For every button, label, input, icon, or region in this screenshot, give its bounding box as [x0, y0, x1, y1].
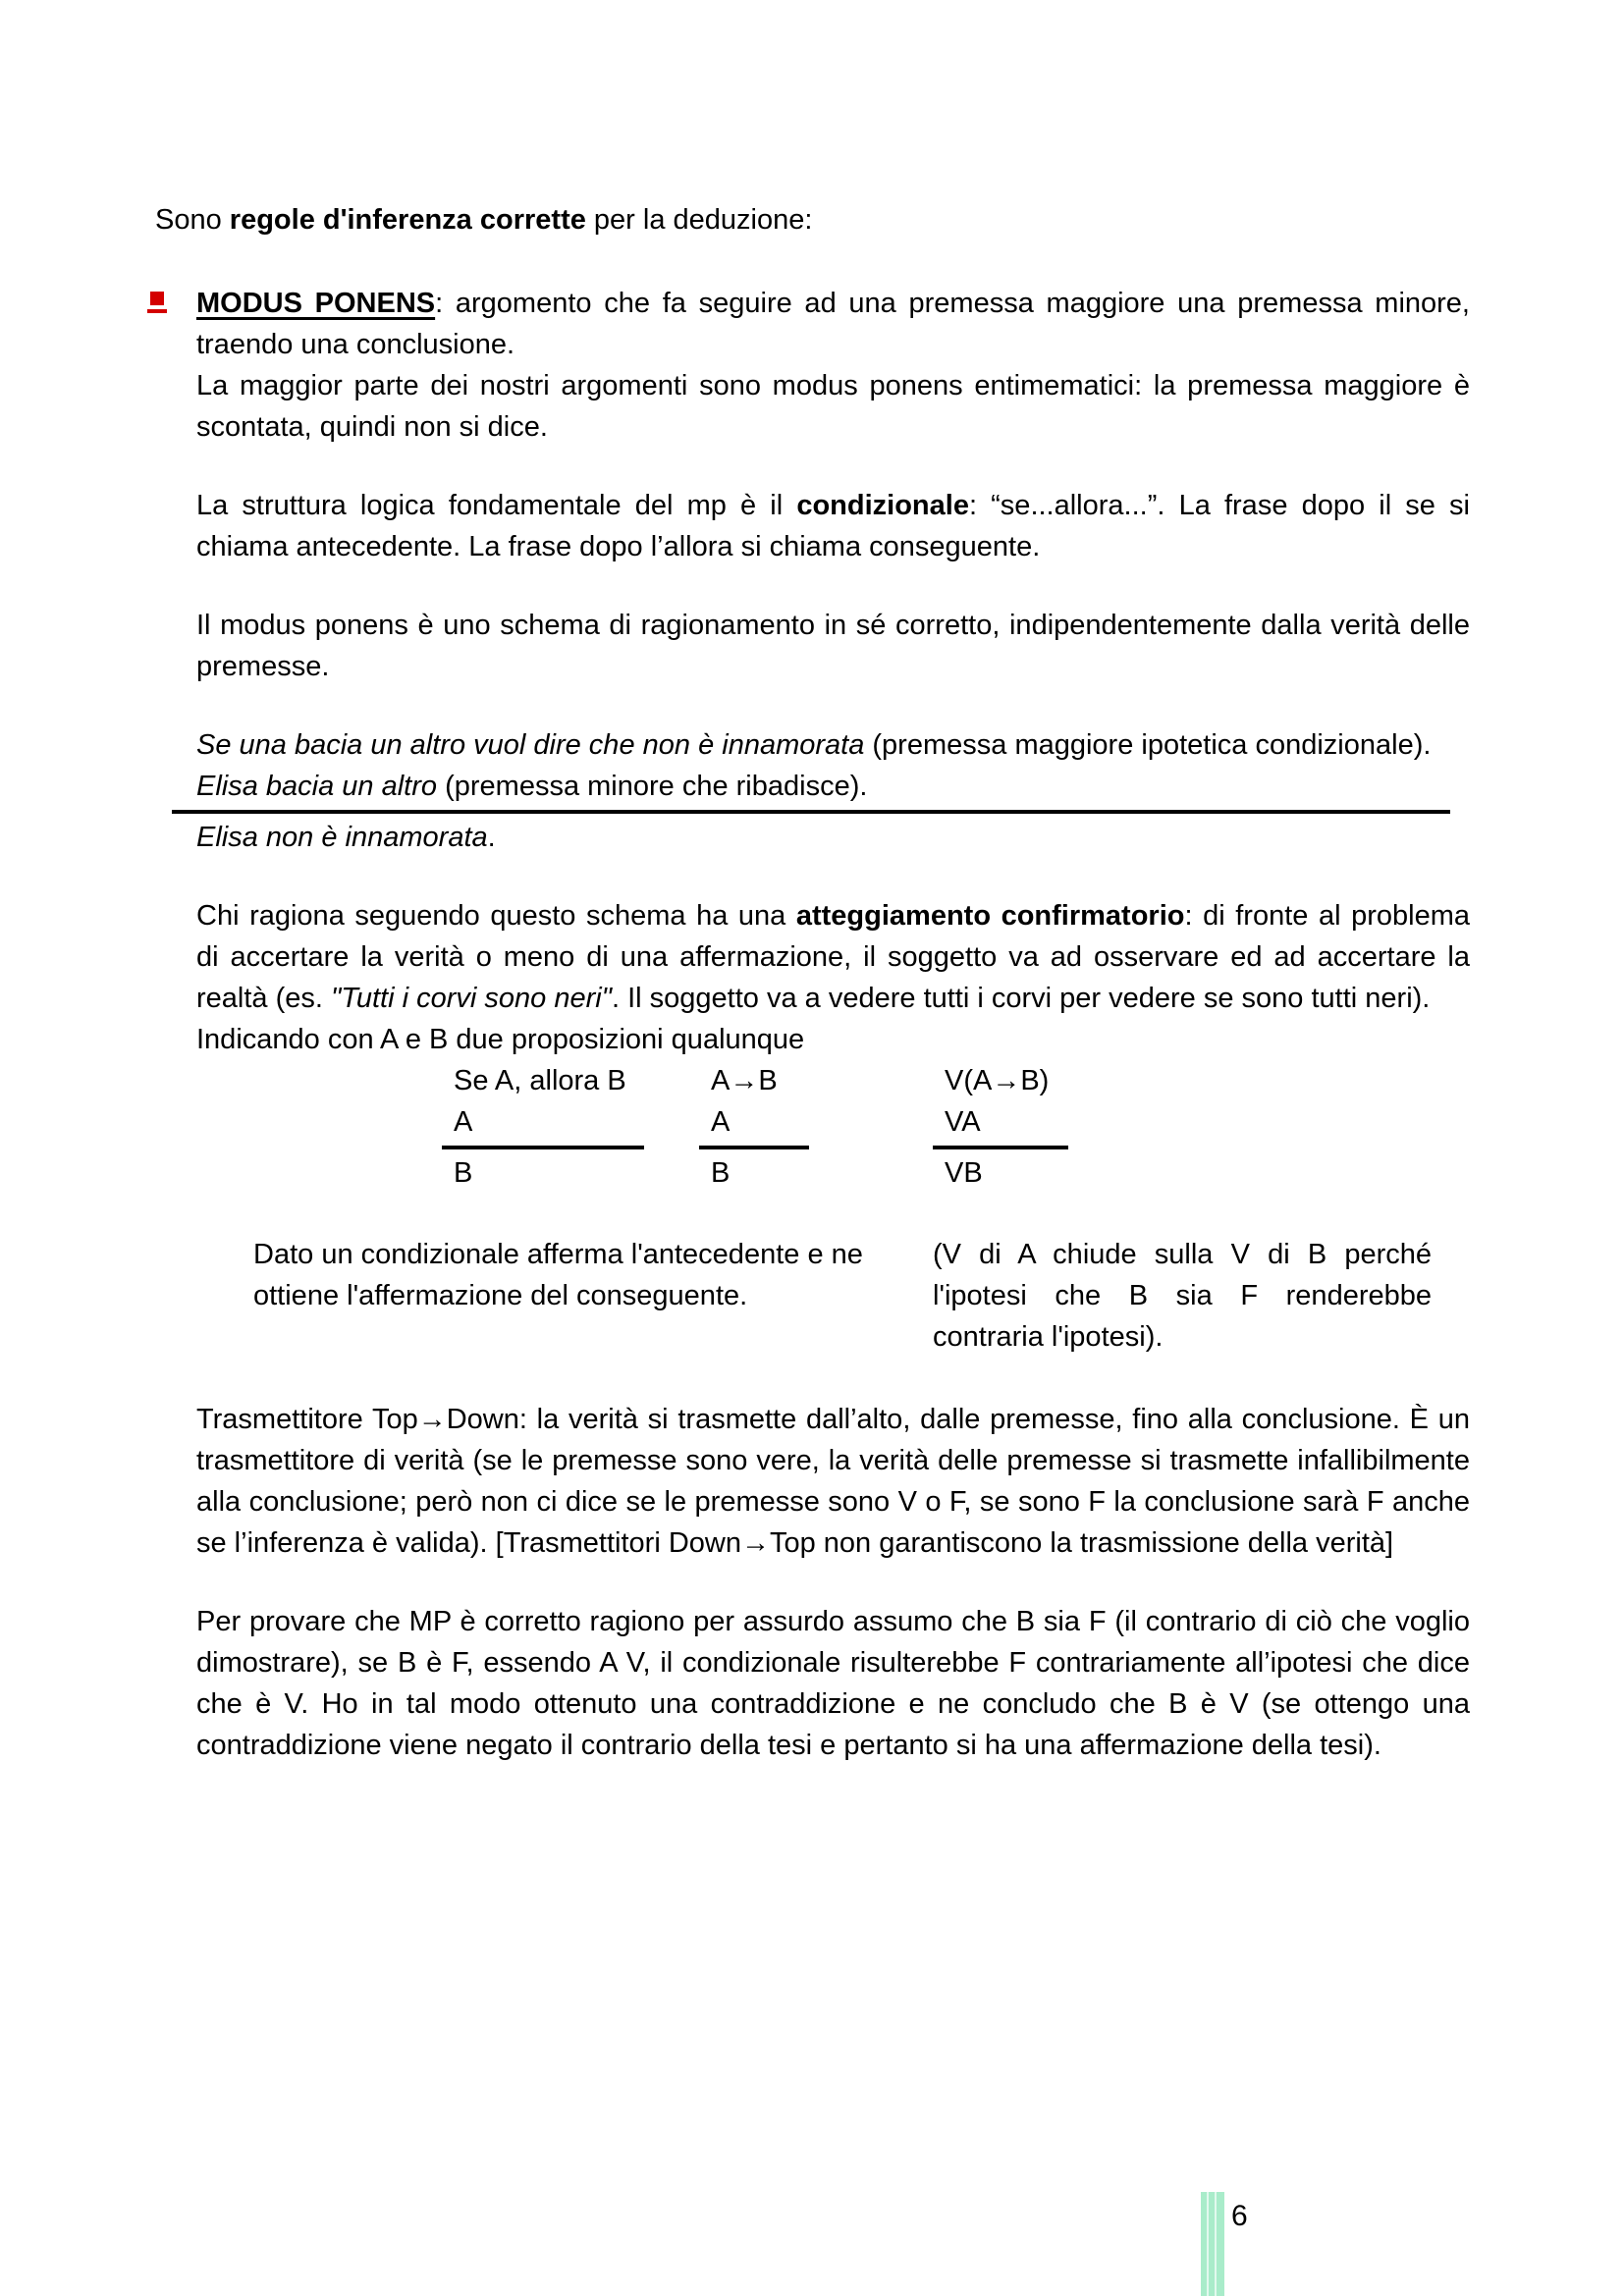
schema-head-symbolic: A→B	[711, 1065, 778, 1096]
example-minor-premise	[196, 766, 1470, 807]
example-major-note: (premessa maggiore ipotetica condizionale).	[864, 729, 1432, 761]
conditional-structure-paragraph	[196, 485, 1470, 567]
confirmatory-text-bold: atteggiamento confirmatorio	[795, 900, 1185, 932]
intro-text-bold: regole d'inferenza corrette	[229, 204, 586, 236]
example-major-italic: Se una bacia un altro vuol dire che non è innamorata	[196, 729, 865, 761]
page-footer-accent-bar	[1201, 2192, 1224, 2296]
example-conclusion-italic: Elisa non è innamorata	[196, 822, 488, 853]
schema-head-verbal: Se A, allora B	[454, 1065, 626, 1096]
proof-by-contradiction-paragraph: Per provare che MP è corretto ragiono per assurdo assumo che B sia F (il contrario di ciò che voglio dimostrare), se B è F, essendo A V, il condizionale risulterebbe F contrariamente all’ipotesi che dice che è V. Ho in tal modo ottenuto una contraddizione e ne concludo che B è V (se ottengo una contraddizione viene negato il contrario della tesi e pertanto si ha una affermazione della tesi).	[196, 1606, 1470, 1761]
enthymeme-paragraph: La maggior parte dei nostri argomenti sono modus ponens entimematici: la premessa maggiore è scontata, quindi non si dice.	[196, 370, 1470, 443]
example-major-premise	[196, 724, 1470, 766]
schema-premise-verbal: A	[442, 1101, 644, 1149]
propositions-intro-line: Indicando con A e B due proposizioni qualunque	[196, 1024, 805, 1055]
conditional-text-pre: La struttura logica fondamentale del mp è il	[196, 490, 797, 521]
confirmatory-text-mid: : di fronte al problema di accertare la verità o meno di una affermazione, il soggetto va ad osservare ed ad accertare la realtà (es.	[196, 900, 1470, 1014]
schema-column-truth	[933, 1060, 1068, 1194]
validity-paragraph: Il modus ponens è uno schema di ragionamento in sé corretto, indipendentemente dalla verità delle premesse.	[196, 610, 1470, 682]
example-minor-italic: Elisa bacia un altro	[196, 771, 438, 802]
schema-conclusion-truth: VB	[945, 1157, 983, 1189]
example-conclusion-period: .	[487, 822, 496, 853]
ravens-example-italic: "Tutti i corvi sono neri"	[331, 983, 612, 1014]
schema-premise-symbolic: A	[699, 1101, 809, 1149]
modus-ponens-list-item	[196, 283, 1470, 1766]
schema-note-right: (V di A chiude sulla V di B perché l'ipotesi che B sia F renderebbe contraria l'ipotesi).	[933, 1239, 1432, 1353]
intro-paragraph	[155, 199, 1470, 240]
confirmatory-attitude-paragraph	[196, 895, 1470, 1019]
modus-ponens-definition-paragraph	[196, 283, 1470, 365]
example-minor-note: (premessa minore che ribadisce).	[437, 771, 868, 802]
schema-explanations	[196, 1234, 1470, 1362]
schema-column-symbolic	[699, 1060, 809, 1194]
inference-schema	[196, 1060, 1470, 1232]
conditional-text-bold: condizionale	[796, 490, 969, 521]
inference-divider-line	[172, 810, 1450, 814]
schema-column-verbal	[442, 1060, 644, 1194]
schema-conclusion-verbal: B	[454, 1157, 473, 1189]
schema-head-truth: V(A→B)	[945, 1065, 1050, 1096]
red-square-bullet-icon	[150, 292, 164, 305]
schema-premise-truth: VA	[933, 1101, 1068, 1149]
schema-conclusion-symbolic: B	[711, 1157, 731, 1189]
confirmatory-text-post: . Il soggetto va a vedere tutti i corvi per vedere se sono tutti neri).	[611, 983, 1431, 1014]
intro-text-pre: Sono	[155, 204, 230, 236]
schema-note-left: Dato un condizionale afferma l'antecedente e ne ottiene l'affermazione del conseguente.	[253, 1239, 863, 1311]
confirmatory-text-pre: Chi ragiona seguendo questo schema ha una	[196, 900, 796, 932]
modus-ponens-definition-text: : argomento che fa seguire ad una premessa maggiore una premessa minore, traendo una conclusione.	[196, 288, 1470, 360]
intro-text-post: per la deduzione:	[585, 204, 813, 236]
modus-ponens-heading: MODUS PONENS	[196, 288, 436, 319]
conditional-text-post: : “se...allora...”. La frase dopo il se si chiama antecedente. La frase dopo l’allora si chiama conseguente.	[196, 490, 1470, 562]
example-conclusion	[196, 817, 1470, 858]
truth-transmitter-paragraph: Trasmettitore Top→Down: la verità si trasmette dall’alto, dalle premesse, fino alla conclusione. È un trasmettitore di verità (se le premesse sono vere, la verità delle premesse si trasmette infallibilmente alla conclusione; però non ci dice se le premesse sono V o F, se sono F la conclusione sarà F anche se l’inferenza è valida). [Trasmettitori Down→Top non garantiscono la trasmissione della verità]	[196, 1404, 1470, 1559]
page-number: 6	[1231, 2200, 1248, 2232]
